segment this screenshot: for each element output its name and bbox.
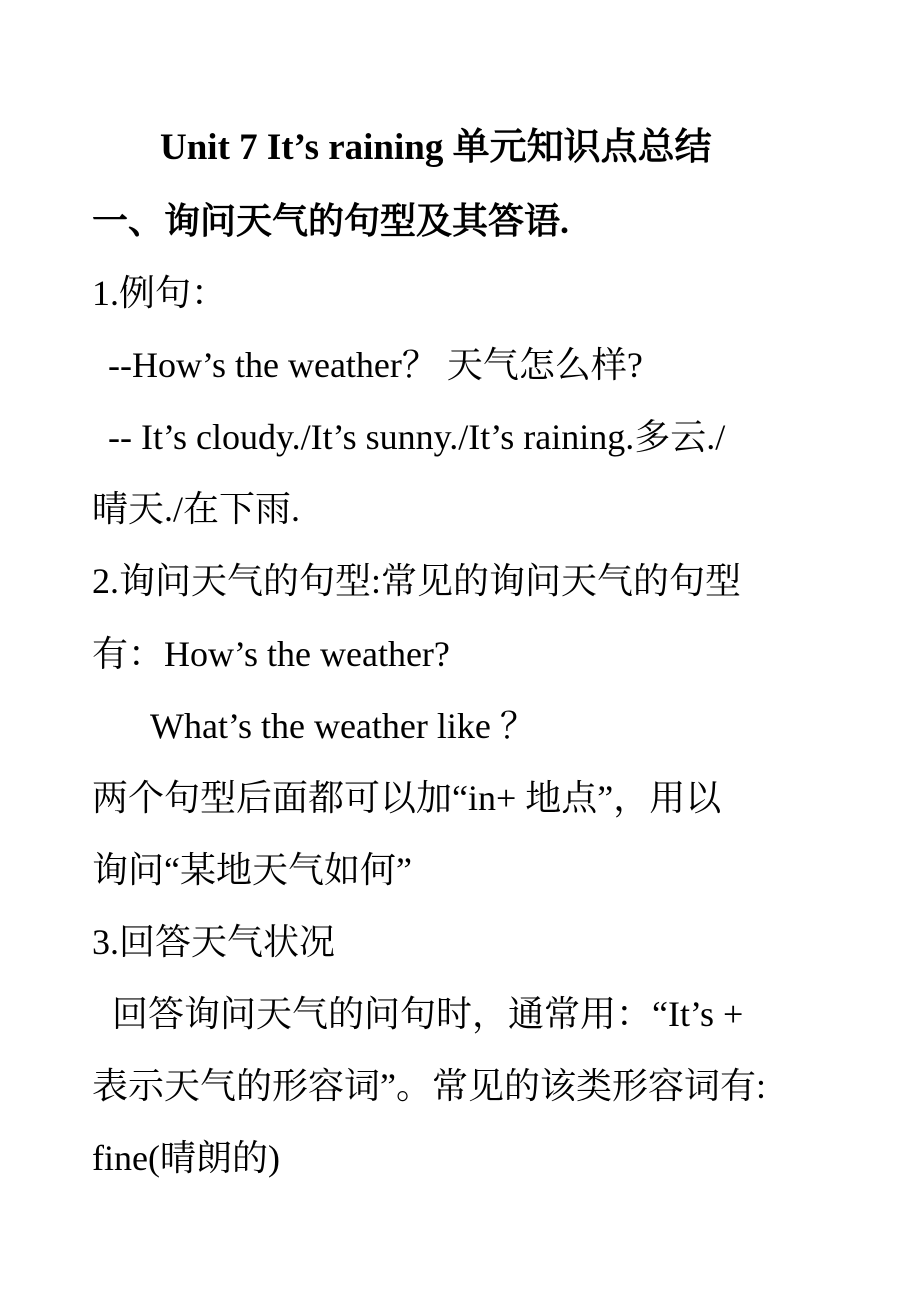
text-line: --How’s the weather？ 天气怎么样?	[108, 345, 643, 385]
text-line: 2.询问天气的句型:常见的询问天气的句型	[92, 561, 742, 601]
text-line: 1.例句：	[92, 273, 228, 313]
text-line: fine(晴朗的)	[92, 1138, 280, 1178]
section-heading-1: 一、询问天气的句型及其答语.	[92, 201, 570, 241]
text-line: 表示天气的形容词”。常见的该类形容词有:	[92, 1066, 766, 1106]
text-line: 回答询问天气的问句时，通常用：“It’s +	[112, 994, 744, 1034]
document-title: Unit 7 It’s raining 单元知识点总结	[160, 127, 712, 168]
text-line: 有：How’s the weather?	[92, 634, 450, 674]
text-line: 3.回答天气状况	[92, 922, 336, 962]
text-line: -- It’s cloudy./It’s sunny./It’s raining.多云./	[108, 417, 726, 457]
text-line: What’s the weather like ？	[150, 706, 536, 746]
text-line: 两个句型后面都可以加“in+ 地点”，用以	[92, 778, 722, 818]
text-line: 晴天./在下雨.	[92, 489, 301, 529]
text-line: 询问“某地天气如何”	[92, 850, 412, 890]
